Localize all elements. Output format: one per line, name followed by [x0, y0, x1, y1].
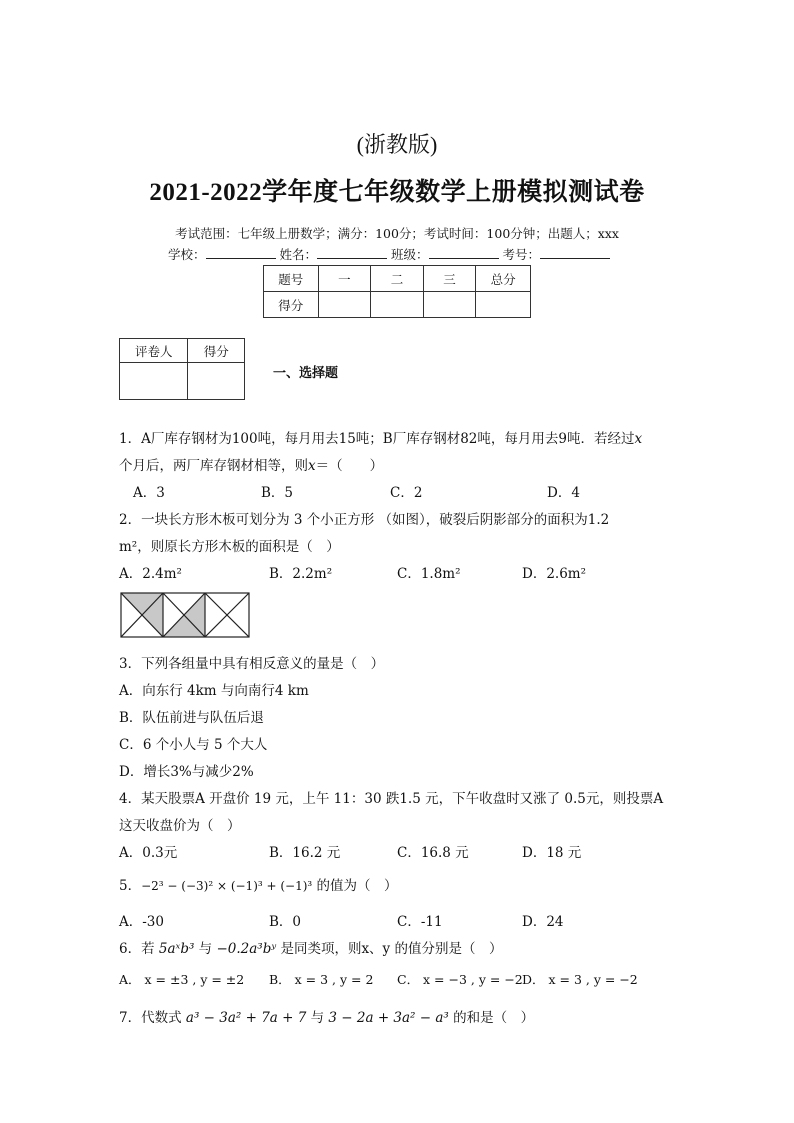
school-blank[interactable] [206, 246, 276, 259]
option-b[interactable]: B．0 [269, 914, 302, 930]
section-title: 一、选择题 [273, 366, 339, 381]
score-header: 三 [423, 266, 476, 292]
rectangle-board-figure [120, 592, 251, 639]
question-6: 6．若 5aˣb³ 与 −0.2a³bʸ 是同类项，则x、y 的值分别是（ ） [119, 941, 503, 957]
grader-header: 评卷人 [120, 339, 188, 363]
grader-cell[interactable] [120, 363, 188, 400]
question-7: 7．代数式 a³ − 3a² + 7a + 7 与 3 − 2a + 3a² − a³ 的和是（ ） [119, 1010, 535, 1026]
grader-header: 得分 [188, 339, 245, 363]
score-header: 总分 [476, 266, 531, 292]
option-d[interactable]: D．18 元 [522, 845, 582, 861]
math-expression: −2³ − (−3)² × (−1)³ + (−1)³ [141, 879, 313, 893]
score-cell[interactable] [476, 292, 531, 318]
score-cell[interactable] [371, 292, 424, 318]
score-header: 一 [318, 266, 371, 292]
option-a[interactable]: A．-30 [119, 914, 164, 930]
page-title: 2021-2022学年度七年级数学上册模拟测试卷 [149, 179, 645, 206]
option-b[interactable]: B．队伍前进与队伍后退 [119, 710, 264, 726]
question-2-line1: 2．一块长方形木板可划分为 3 个小正方形 （如图），破裂后阴影部分的面积为1.2 [119, 512, 610, 528]
question-4-line2: 这天收盘价为（ ） [119, 818, 241, 834]
question-5: 5．−2³ − (−3)² × (−1)³ + (−1)³ 的值为（ ） [119, 878, 398, 894]
question-4-line1: 4．某天股票A 开盘价 19 元，上午 11：30 跌1.5 元，下午收盘时又涨了 0.5元，则投票A [119, 791, 664, 807]
score-header: 题号 [264, 266, 319, 292]
math-expression: 3 − 2a + 3a² − a³ [328, 1010, 449, 1026]
question-1-line2: 个月后，两厂库存钢材相等，则x＝（ ） [119, 458, 384, 474]
name-label: 姓名： [279, 247, 318, 262]
question-1-line1: 1．A厂库存钢材为100吨，每月用去15吨；B厂库存钢材82吨，每月用去9吨．若经过x [119, 431, 643, 447]
option-c[interactable]: C． x = −3 , y = −2 [397, 972, 523, 987]
option-b[interactable]: B．16.2 元 [269, 845, 341, 861]
option-d[interactable]: D．4 [547, 485, 580, 501]
option-c[interactable]: C．6 个小人与 5 个大人 [119, 737, 268, 753]
score-row-label: 得分 [264, 292, 319, 318]
score-cell[interactable] [318, 292, 371, 318]
class-blank[interactable] [429, 246, 499, 259]
option-a[interactable]: A．3 [133, 485, 165, 501]
student-fields [168, 245, 610, 263]
option-b[interactable]: B．2.2m² [269, 566, 333, 582]
score-table [263, 265, 531, 318]
subtitle: (浙教版) [356, 132, 438, 157]
question-2-line2: m²，则原长方形木板的面积是（ ） [119, 539, 340, 555]
grader-table [119, 338, 245, 400]
option-a[interactable]: A．0.3元 [119, 845, 178, 861]
name-blank[interactable] [317, 246, 387, 259]
option-d[interactable]: D．2.6m² [522, 566, 587, 582]
score-cell[interactable] [423, 292, 476, 318]
math-expression: −0.2a³bʸ [216, 941, 277, 957]
question-3-line1: 3．下列各组量中具有相反意义的量是（ ） [119, 656, 385, 672]
option-d[interactable]: D．增长3%与减少2% [119, 764, 254, 780]
exam-no-label: 考号： [502, 247, 541, 262]
score-header: 二 [371, 266, 424, 292]
option-b[interactable]: B．5 [261, 485, 294, 501]
class-label: 班级： [391, 247, 429, 262]
option-c[interactable]: C．1.8m² [397, 566, 461, 582]
option-a[interactable]: A．向东行 4km 与向南行4 km [119, 683, 309, 699]
math-expression: 5aˣb³ [158, 941, 195, 957]
option-d[interactable]: D． x = 3 , y = −2 [522, 972, 638, 987]
variable-x: x [634, 431, 643, 447]
option-b[interactable]: B． x = 3 , y = 2 [269, 972, 374, 987]
option-c[interactable]: C．2 [390, 485, 423, 501]
exam-no-blank[interactable] [540, 246, 610, 259]
option-a[interactable]: A．2.4m² [119, 566, 182, 582]
option-c[interactable]: C．16.8 元 [397, 845, 469, 861]
math-expression: a³ − 3a² + 7a + 7 [185, 1010, 307, 1026]
option-a[interactable]: A． x = ±3 , y = ±2 [119, 972, 245, 987]
exam-info: 考试范围：七年级上册数学；满分：100分；考试时间：100分钟；出题人；xxx [175, 226, 619, 241]
school-label: 学校： [168, 247, 206, 262]
option-c[interactable]: C．-11 [397, 914, 443, 930]
grader-cell[interactable] [188, 363, 245, 400]
option-d[interactable]: D．24 [522, 914, 564, 930]
